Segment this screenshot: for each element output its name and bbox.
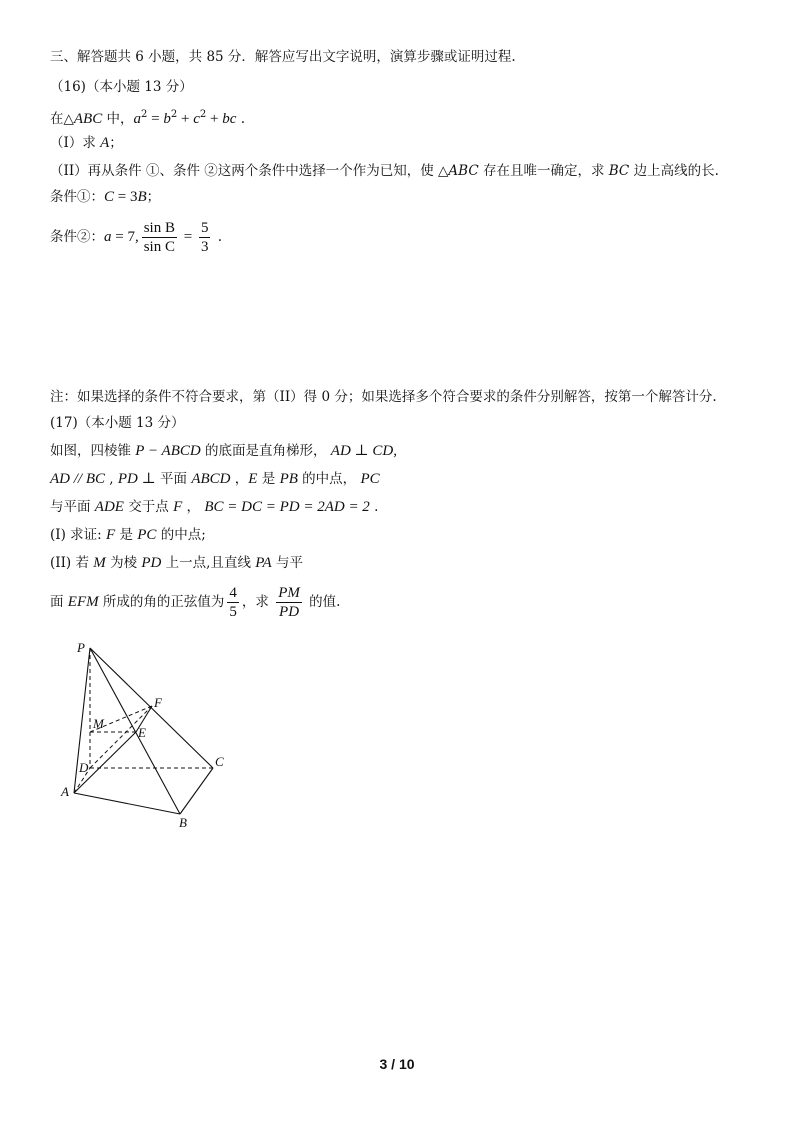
label-C: C	[215, 754, 224, 769]
q16-title: （16)（本小题 13 分）	[50, 79, 193, 95]
page-number: 3 / 10	[379, 1056, 415, 1072]
label-E: E	[138, 725, 146, 740]
label-P: P	[77, 640, 85, 655]
label-D: D	[79, 760, 89, 775]
four-fifths-fraction: $\frac{4}{5}$	[229, 585, 237, 620]
scoring-note: 注：如果选择的条件不符合要求，第（II）得 0 分；如果选择多个符合要求的条件分别解答，按第一个解答计分.	[50, 389, 717, 405]
label-A: A	[61, 784, 69, 799]
q17-line-3: 与平面 ADE 交于点 F ， BC = DC = PD = 2AD = 2 .	[50, 499, 379, 515]
pyramid-figure	[52, 636, 252, 836]
q16-condition-2: 条件②：a = 7, $\frac{\text{sin B}}{\text{sin C}}$ = $\frac{5}{3}$ .	[50, 220, 223, 255]
q17-title: (17)（本小题 13 分）	[50, 415, 185, 431]
sin-ratio-fraction: $\frac{\text{sin B}}{\text{sin C}}$	[143, 220, 175, 255]
label-F: F	[154, 695, 162, 710]
edge-AB	[74, 793, 180, 814]
q16-condition-1: 条件①：C = 3B；	[50, 189, 161, 205]
q16-part1: （I）求 A；	[50, 135, 123, 151]
five-thirds-fraction: $\frac{5}{3}$	[200, 220, 209, 255]
pm-pd-fraction: $\frac{PM}{PD}$	[278, 585, 300, 620]
q17-part2-line-1: (II) 若 M 为棱 PD 上一点,且直线 PA 与平	[50, 555, 303, 571]
q17-part2-line-2: 面 EFM 所成的角的正弦值为 $\frac{4}{5}$ ，求 $\frac{PM}{PD}$ 的值.	[50, 585, 341, 620]
edge-PB	[90, 648, 180, 814]
q17-line-1: 如图，四棱锥 P − ABCD 的底面是直角梯形， AD ⊥ CD,	[50, 443, 397, 459]
q16-stem: 在△ABC 中，$a^2 = b^2 + c^2$ + bc .	[50, 109, 245, 127]
q17-line-2: AD // BC , PD ⊥ 平面 ABCD ，E 是 PB 的中点， PC	[50, 471, 380, 487]
label-M: M	[93, 716, 104, 731]
edge-PC	[90, 648, 213, 768]
q16-part2: （II）再从条件 ①、条件 ②这两个条件中选择一个作为已知，使 △ABC 存在且唯一确定，求 BC 边上高线的长.	[50, 163, 719, 179]
label-B: B	[179, 815, 187, 830]
edge-BC	[180, 768, 213, 814]
section-header: 三、解答题共 6 小题，共 85 分．解答应写出文字说明，演算步骤或证明过程.	[50, 49, 516, 65]
q17-part1: (I) 求证: F 是 PC 的中点;	[50, 527, 206, 543]
